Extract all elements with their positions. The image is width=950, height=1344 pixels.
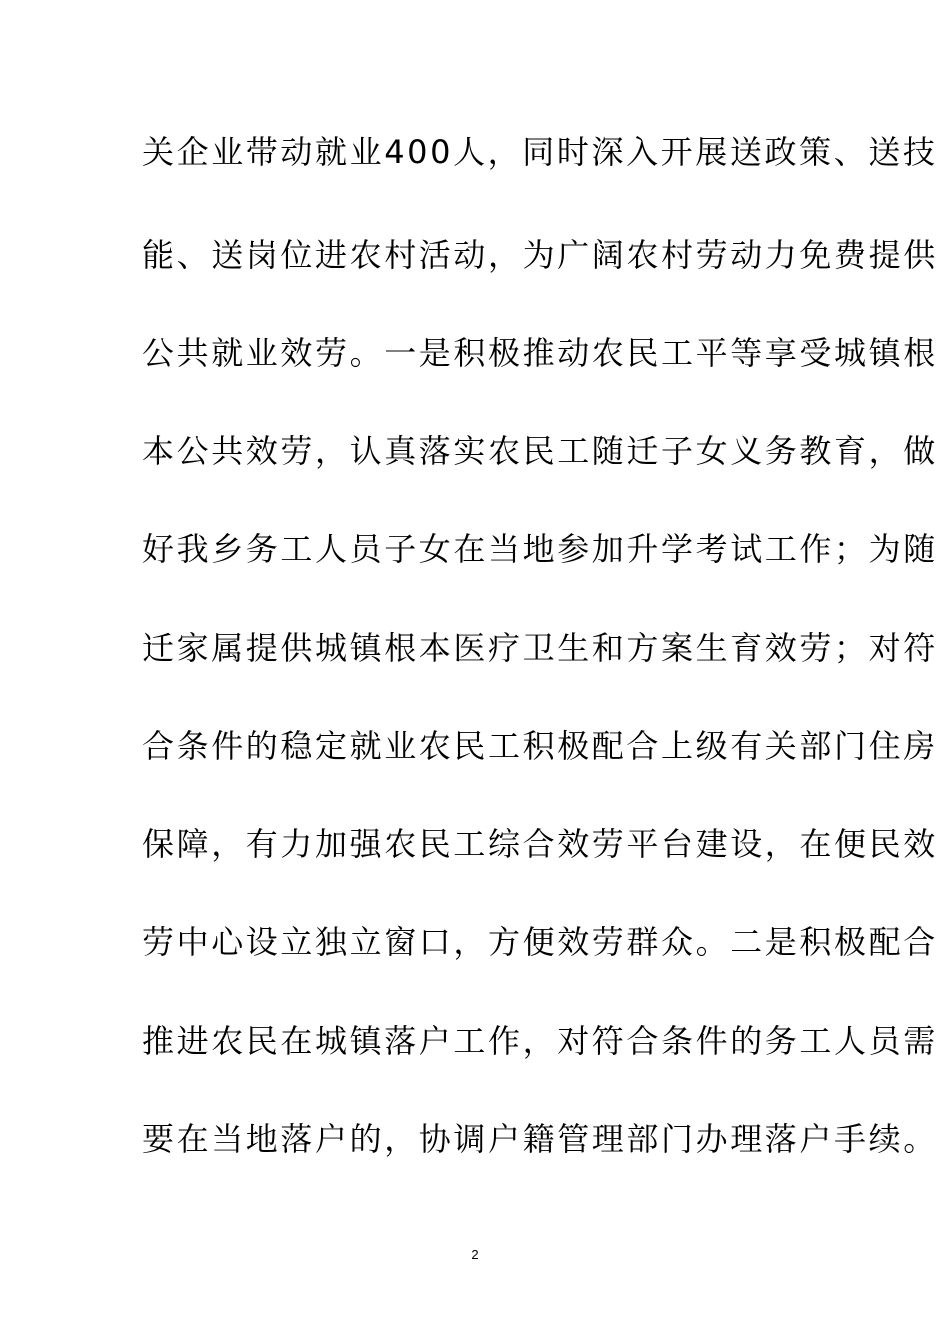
paragraph-line: 能、送岗位进农村活动，为广阔农村劳动力免费提供 [142,236,938,274]
paragraph-line: 本公共效劳，认真落实农民工随迁子女义务教育，做 [142,432,938,470]
paragraph-line: 好我乡务工人员子女在当地参加升学考试工作；为随 [142,530,938,568]
paragraph-line: 合条件的稳定就业农民工积极配合上级有关部门住房 [142,727,938,765]
paragraph-line: 要在当地落户的，协调户籍管理部门办理落户手续。 [142,1120,938,1158]
paragraph-line: 关企业带动就业400人，同时深入开展送政策、送技 [142,133,938,171]
paragraph-line: 公共就业效劳。一是积极推动农民工平等享受城镇根 [142,334,938,372]
paragraph-line: 迁家属提供城镇根本医疗卫生和方案生育效劳；对符 [142,629,938,667]
paragraph-line: 推进农民在城镇落户工作，对符合条件的务工人员需 [142,1022,938,1060]
paragraph-line: 保障，有力加强农民工综合效劳平台建设，在便民效 [142,825,938,863]
page-number: 2 [471,1247,479,1262]
paragraph-line: 劳中心设立独立窗口，方便效劳群众。二是积极配合 [142,923,938,961]
